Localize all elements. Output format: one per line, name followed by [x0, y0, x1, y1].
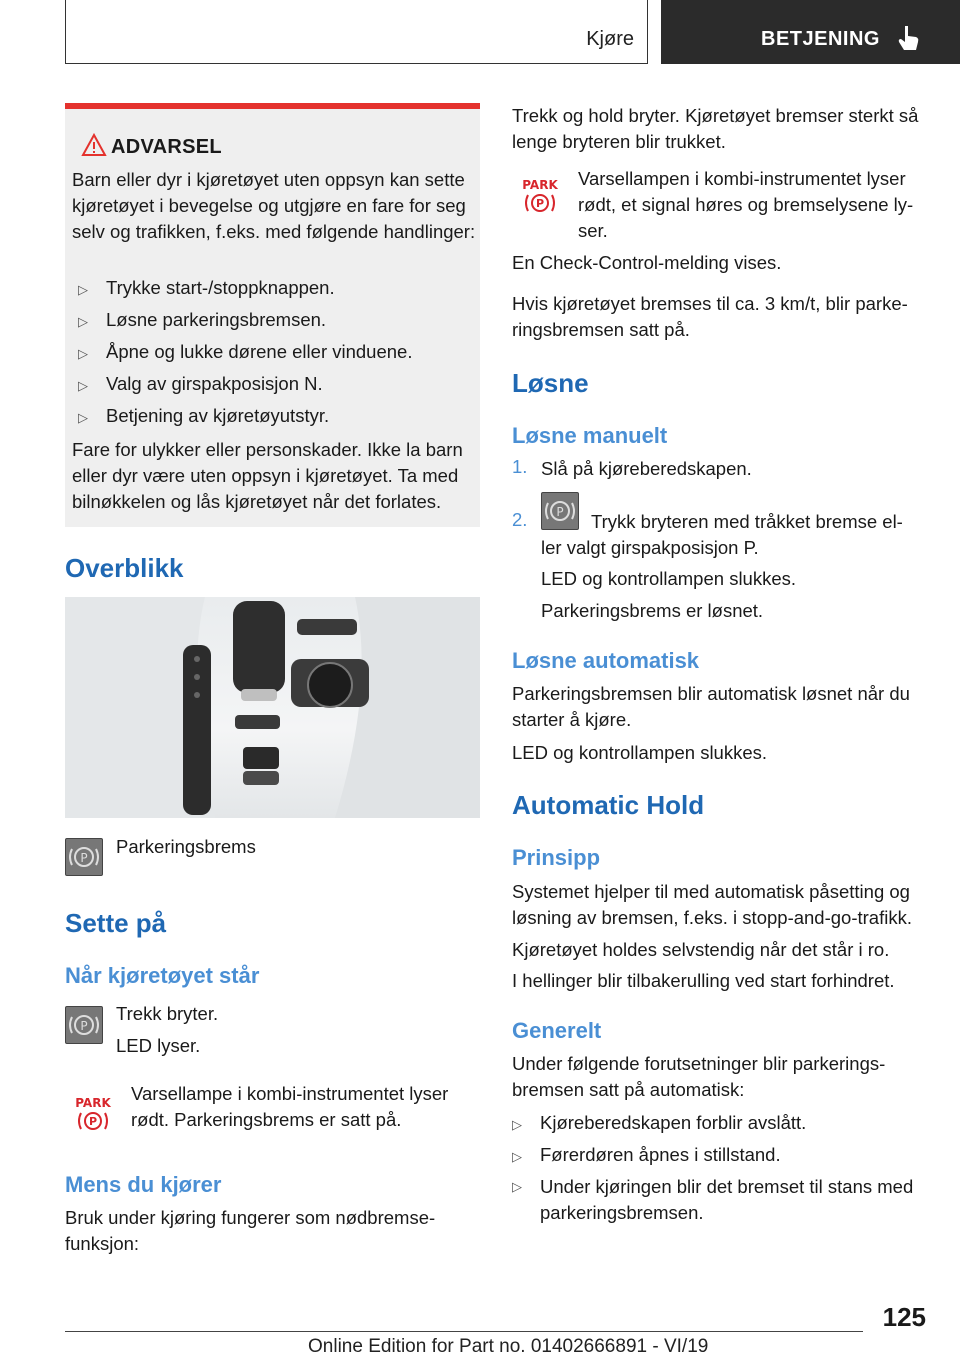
svg-text:PARK: PARK	[75, 1096, 111, 1110]
warning-intro: Barn eller dyr i kjøretøyet uten oppsyn kan sette kjøretøyet i bevegelse og utgjøre en fare for seg selv og trafikken, f.eks. med følgende handlinger:	[72, 169, 476, 242]
heading-release-auto: Løsne automatisk	[512, 648, 700, 673]
stationary-line2: LED lyser.	[116, 1035, 201, 1056]
warning-triangle-icon	[81, 133, 107, 157]
heading-automatic-hold: Automatic Hold	[512, 790, 705, 820]
header-chapter-tab	[661, 0, 960, 64]
step-1-text: Slå på kjøreberedskapen.	[541, 458, 752, 479]
general-text: Under følgende forutsetninger blir parkerings-bremsen satt på automatisk:	[512, 1053, 886, 1100]
warning-list-item: ▷ Betjening av kjøretøyutstyr.	[78, 405, 330, 426]
svg-text:P: P	[535, 197, 545, 210]
release-auto-text-2: LED og kontrollampen slukkes.	[512, 742, 768, 763]
stationary-park-text: Varsellampe i kombi-instrumentet lyser rødt. Parkeringsbrems er satt på.	[131, 1083, 449, 1130]
right-text-1: Trekk og hold bryter. Kjøretøyet bremser sterkt så lenge bryteren blir trukket.	[512, 105, 919, 152]
svg-text:PARK: PARK	[522, 178, 558, 192]
park-warning-lamp-icon	[521, 176, 559, 216]
parking-brake-switch-icon	[65, 838, 103, 876]
warning-title: ADVARSEL	[111, 136, 222, 158]
warning-list-item: ▷ Trykke start-/stoppknappen.	[78, 277, 335, 298]
triangle-bullet-icon: ▷	[512, 1117, 522, 1132]
heading-overview: Overblikk	[65, 553, 184, 583]
header-section-box	[65, 0, 648, 64]
driving-text: Bruk under kjøring fungerer som nødbremse-funksjon:	[65, 1207, 436, 1254]
center-console-photo	[65, 597, 480, 818]
svg-text:P: P	[80, 851, 88, 865]
svg-text:P: P	[88, 1115, 98, 1128]
park-warning-lamp-icon	[74, 1094, 112, 1134]
right-park-text: Varsellampen i kombi-instrumentet lyser rødt, et signal høres og bremselysene ly-ser.	[578, 168, 914, 241]
header-section-title: Kjøre	[586, 28, 634, 50]
triangle-bullet-icon: ▷	[78, 346, 88, 361]
warning-box	[65, 103, 480, 527]
footer-divider	[65, 1331, 863, 1332]
parking-brake-switch-icon	[65, 1006, 103, 1044]
triangle-bullet-icon: ▷	[78, 314, 88, 329]
heading-when-stationary: Når kjøretøyet står	[65, 963, 260, 988]
warning-list-item: ▷ Løsne parkeringsbremsen.	[78, 309, 327, 330]
hand-pointer-icon	[896, 24, 920, 52]
principle-text-2: Kjøretøyet holdes selvstendig når det står i ro.	[512, 939, 890, 960]
triangle-bullet-icon: ▷	[512, 1149, 522, 1164]
list-item: ▷ Førerdøren åpnes i stillstand.	[512, 1142, 781, 1170]
console-illustration	[65, 597, 480, 818]
svg-text:P: P	[556, 505, 564, 519]
step-number: 2.	[512, 509, 528, 530]
right-text-2: En Check-Control-melding vises.	[512, 252, 782, 273]
page-number: 125	[882, 1302, 926, 1332]
heading-apply: Sette på	[65, 908, 167, 938]
heading-principle: Prinsipp	[512, 845, 601, 870]
triangle-bullet-icon: ▷	[78, 378, 88, 393]
triangle-bullet-icon: ▷	[78, 282, 88, 297]
step-2-text-d: Parkeringsbrems er løsnet.	[541, 600, 764, 621]
step-2-text-b: ler valgt girspakposisjon P.	[541, 537, 759, 558]
heading-while-driving: Mens du kjører	[65, 1172, 222, 1197]
step-2-text-c: LED og kontrollampen slukkes.	[541, 568, 797, 589]
principle-text-3: I hellinger blir tilbakerulling ved start forhindret.	[512, 970, 895, 991]
heading-release-manual: Løsne manuelt	[512, 423, 668, 448]
heading-general: Generelt	[512, 1018, 602, 1043]
parking-brake-caption: Parkeringsbrems	[116, 836, 256, 857]
header-chapter-title: BETJENING	[761, 28, 880, 50]
right-text-3: Hvis kjøretøyet bremses til ca. 3 km/t, blir parke-ringsbremsen satt på.	[512, 293, 908, 340]
footer-edition: Online Edition for Part no. 01402666891 - VI/19	[308, 1336, 709, 1357]
parking-brake-switch-icon	[541, 492, 579, 530]
list-item: ▷ Kjøreberedskapen forblir avslått.	[512, 1110, 806, 1138]
svg-text:P: P	[80, 1019, 88, 1033]
step-number: 1.	[512, 456, 528, 477]
warning-outro: Fare for ulykker eller personskader. Ikke la barn eller dyr være uten oppsyn i kjøretøyet. Ta med bilnøkkelen og lås kjøretøyet når det forlates.	[72, 439, 463, 512]
step-2-text-a: Trykk bryteren med tråkket bremse el-	[591, 511, 903, 532]
triangle-bullet-icon: ▷	[78, 410, 88, 425]
warning-list-item: ▷ Åpne og lukke dørene eller vinduene.	[78, 341, 413, 362]
stationary-line1: Trekk bryter.	[116, 1003, 219, 1024]
heading-release: Løsne	[512, 368, 589, 398]
triangle-bullet-icon: ▷	[512, 1179, 522, 1194]
principle-text: Systemet hjelper til med automatisk påsetting og løsning av bremsen, f.eks. i stopp-and-go-trafikk.	[512, 881, 912, 928]
release-auto-text: Parkeringsbremsen blir automatisk løsnet når du starter å kjøre.	[512, 683, 910, 730]
list-item: ▷ Under kjøringen blir det bremset til stans med parkeringsbremsen.	[512, 1174, 932, 1226]
warning-list-item: ▷ Valg av girspakposisjon N.	[78, 373, 323, 394]
